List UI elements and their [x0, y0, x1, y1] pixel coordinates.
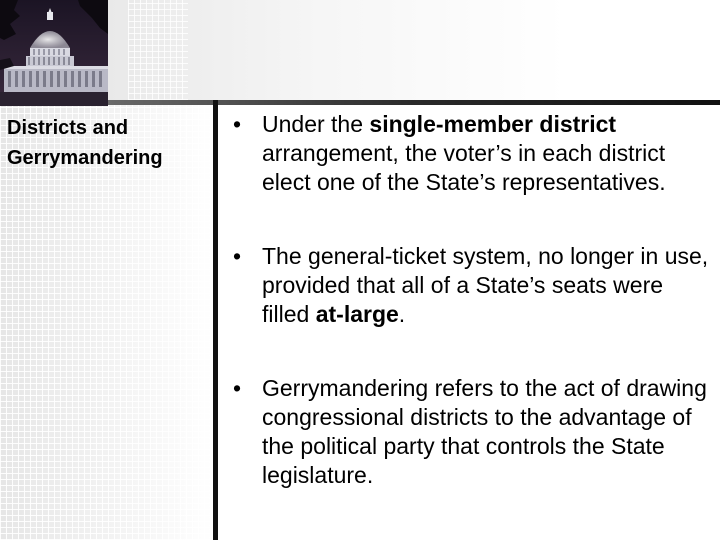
vertical-divider [213, 100, 218, 540]
bullet-text: Under the [262, 111, 370, 137]
capitol-dome-photo [0, 0, 108, 106]
section-title-line-2: Gerrymandering [7, 147, 163, 169]
bullet-item [233, 374, 713, 490]
bullet-item [233, 110, 713, 197]
section-title [7, 113, 207, 173]
bullet-text: arrangement, the voter’s in each district elect one of the State’s representatives. [262, 140, 666, 195]
header-strip [108, 0, 720, 100]
bullet-text: Gerrymandering refers to the act of drawing congressional districts to the advantage of the political party that controls the State legislature. [262, 375, 707, 488]
bullet-marker: • [233, 111, 242, 137]
bullet-text: . [398, 301, 406, 327]
bullet-marker: • [233, 375, 242, 401]
bullet-bold-term: at-large [315, 301, 399, 327]
bullet-bold-term: single-member district [369, 111, 617, 137]
section-title-line-1: Districts and [7, 117, 129, 139]
header-divider [108, 100, 720, 105]
bullet-marker: • [233, 243, 242, 269]
bullet-text: The general-ticket system, no longer in use, provided that all of a State’s seats were filled [262, 243, 709, 327]
bullet-list [233, 110, 713, 490]
bullet-item [233, 242, 713, 329]
